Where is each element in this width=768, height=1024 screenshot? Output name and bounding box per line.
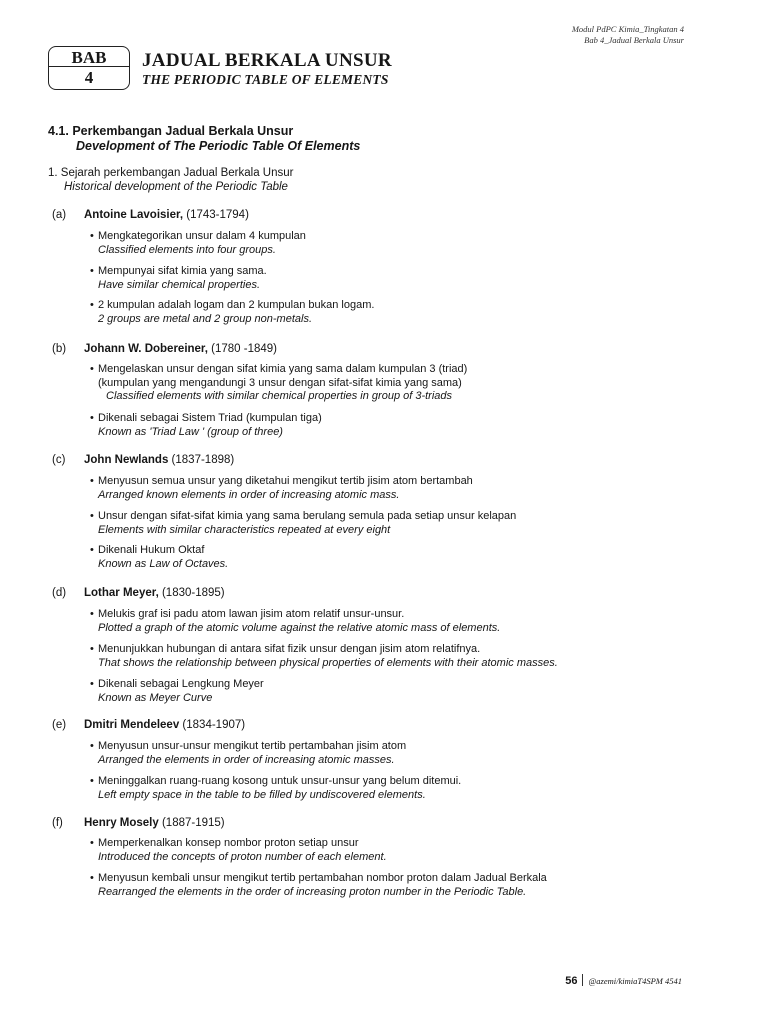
scientist-years: (1830-1895) <box>158 587 225 599</box>
bullet-icon: • <box>90 475 94 487</box>
bullet-text-ms: Unsur dengan sifat-sifat kimia yang sama berulang semula pada setiap unsur kelapan <box>98 510 517 522</box>
scientist-name: Lothar Meyer, <box>84 587 159 599</box>
bullet-icon: • <box>90 412 94 424</box>
chapter-subtitle: THE PERIODIC TABLE OF ELEMENTS <box>142 72 389 87</box>
history-heading <box>48 166 293 194</box>
entry-heading <box>52 453 234 467</box>
bullet-point <box>90 872 547 899</box>
bullet-text-ms: Dikenali sebagai Sistem Triad (kumpulan tiga) <box>98 412 322 424</box>
bullet-point <box>90 643 558 670</box>
entry-letter: (d) <box>52 587 67 599</box>
bullet-point <box>90 299 375 326</box>
bullet-text-ms: Dikenali Hukum Oktaf <box>98 544 205 556</box>
bullet-icon: • <box>90 872 94 884</box>
entry-heading <box>52 208 249 222</box>
bullet-icon: • <box>90 643 94 655</box>
bullet-text-ms: Menyusun unsur-unsur mengikut tertib pertambahan jisim atom <box>98 740 407 752</box>
history-heading-en: Historical development of the Periodic Table <box>64 181 288 193</box>
scientist-name: John Newlands <box>84 454 169 466</box>
bullet-text-ms: Menunjukkan hubungan di antara sifat fizik unsur dengan jisim atom relatifnya. <box>98 643 481 655</box>
scientist-years: (1743-1794) <box>183 209 249 221</box>
bullet-icon: • <box>90 740 94 752</box>
scientist-years: (1834-1907) <box>179 719 246 731</box>
bullet-text-en: Known as Meyer Curve <box>98 691 213 704</box>
scientist-name: Henry Mosely <box>84 817 159 829</box>
footer-credit: @azemi/kimiaT4SPM 4541 <box>588 976 682 986</box>
bullet-icon: • <box>90 678 94 690</box>
bullet-icon: • <box>90 230 94 242</box>
page-footer <box>565 974 682 987</box>
entry-letter: (f) <box>52 817 63 829</box>
bullet-text-ms: Meninggalkan ruang-ruang kosong untuk unsur-unsur yang belum ditemui. <box>98 775 462 787</box>
scientist-years: (1780 -1849) <box>207 343 278 355</box>
bullet-icon: • <box>90 837 94 849</box>
bullet-point <box>90 265 267 292</box>
bullet-point <box>90 837 387 864</box>
bullet-point <box>90 475 473 502</box>
section-heading-en: Development of The Periodic Table Of Elements <box>76 139 361 153</box>
chapter-title: JADUAL BERKALA UNSUR <box>142 50 392 71</box>
bullet-text-en: Have similar chemical properties. <box>98 278 260 291</box>
entry-heading <box>52 718 245 732</box>
bullet-point <box>90 740 407 767</box>
bullet-point <box>90 230 306 257</box>
bullet-text-en: That shows the relationship between physical properties of elements with their atomic masses. <box>98 656 558 669</box>
bullet-text-en: Elements with similar characteristics repeated at every eight <box>98 523 391 536</box>
scientist-years: (1837-1898) <box>168 454 235 466</box>
section-heading-ms: 4.1. Perkembangan Jadual Berkala Unsur <box>48 124 294 138</box>
bullet-icon: • <box>90 363 94 375</box>
bullet-text-en: 2 groups are metal and 2 group non-metals. <box>98 312 313 325</box>
chapter-badge <box>48 46 130 90</box>
module-header <box>572 24 684 46</box>
scientist-name: Dmitri Mendeleev <box>84 719 180 731</box>
bullet-icon: • <box>90 510 94 522</box>
bullet-text-ms: Melukis graf isi padu atom lawan jisim atom relatif unsur-unsur. <box>98 608 405 620</box>
bullet-icon: • <box>90 608 94 620</box>
entry-heading <box>52 816 225 830</box>
bullet-text-en: Classified elements with similar chemical properties in group of 3-triads <box>106 390 453 402</box>
history-heading-ms: 1. Sejarah perkembangan Jadual Berkala Unsur <box>48 167 294 179</box>
entry-letter: (c) <box>52 454 66 466</box>
bullet-icon: • <box>90 775 94 787</box>
bullet-text-ms: Dikenali sebagai Lengkung Meyer <box>98 678 264 690</box>
bullet-text-en: Known as 'Triad Law ' (group of three) <box>98 425 283 438</box>
bullet-text-ms: Mempunyai sifat kimia yang sama. <box>98 265 267 277</box>
scientist-name: Antoine Lavoisier, <box>84 209 184 221</box>
bullet-text-ms: Menyusun semua unsur yang diketahui mengikut tertib jisim atom bertambah <box>98 475 473 487</box>
entry-letter: (a) <box>52 209 67 221</box>
chapter-badge-number: 4 <box>84 68 94 87</box>
bullet-point <box>90 678 264 705</box>
entry-letter: (b) <box>52 343 67 355</box>
entry-letter: (e) <box>52 719 67 731</box>
entry-heading <box>52 586 225 600</box>
bullet-point <box>90 544 229 571</box>
bullet-point <box>90 775 462 802</box>
bullet-text-ms: 2 kumpulan adalah logam dan 2 kumpulan bukan logam. <box>98 299 375 311</box>
bullet-icon: • <box>90 544 94 556</box>
bullet-point <box>90 608 501 635</box>
module-header-line-2: Bab 4_Jadual Berkala Unsur <box>584 35 684 45</box>
bullet-icon: • <box>90 265 94 277</box>
bullet-text-ms: Mengkategorikan unsur dalam 4 kumpulan <box>98 230 306 242</box>
bullet-text-ms-continued: (kumpulan yang mengandungi 3 unsur dengan sifat-sifat kimia yang sama) <box>98 376 462 389</box>
section-heading <box>48 124 360 154</box>
bullet-text-en: Arranged known elements in order of increasing atomic mass. <box>98 488 400 501</box>
module-header-line-1: Modul PdPC Kimia_Tingkatan 4 <box>571 24 684 34</box>
bullet-text-ms: Menyusun kembali unsur mengikut tertib pertambahan nombor proton dalam Jadual Berkala <box>98 872 547 884</box>
chapter-badge-label: BAB <box>49 47 129 67</box>
bullet-text-en: Known as Law of Octaves. <box>98 557 229 570</box>
bullet-icon: • <box>90 299 94 311</box>
bullet-text-en: Rearranged the elements in the order of increasing proton number in the Periodic Table. <box>98 885 527 898</box>
bullet-text-en: Classified elements into four groups. <box>98 243 276 256</box>
entry-heading <box>52 342 277 356</box>
bullet-text-ms: Mengelaskan unsur dengan sifat kimia yang sama dalam kumpulan 3 (triad) <box>98 363 468 375</box>
bullet-text-en: Arranged the elements in order of increasing atomic masses. <box>98 753 395 766</box>
footer-divider <box>582 974 583 986</box>
page-number: 56 <box>565 975 578 987</box>
bullet-point <box>90 510 517 537</box>
bullet-text-ms: Memperkenalkan konsep nombor proton setiap unsur <box>98 837 359 849</box>
scientist-years: (1887-1915) <box>158 817 225 829</box>
bullet-point <box>90 363 468 404</box>
bullet-text-en: Plotted a graph of the atomic volume against the relative atomic mass of elements. <box>98 621 501 634</box>
bullet-text-en: Left empty space in the table to be filled by undiscovered elements. <box>98 788 426 801</box>
bullet-point <box>90 412 322 439</box>
scientist-name: Johann W. Dobereiner, <box>84 343 208 355</box>
bullet-text-en: Introduced the concepts of proton number of each element. <box>98 850 387 863</box>
